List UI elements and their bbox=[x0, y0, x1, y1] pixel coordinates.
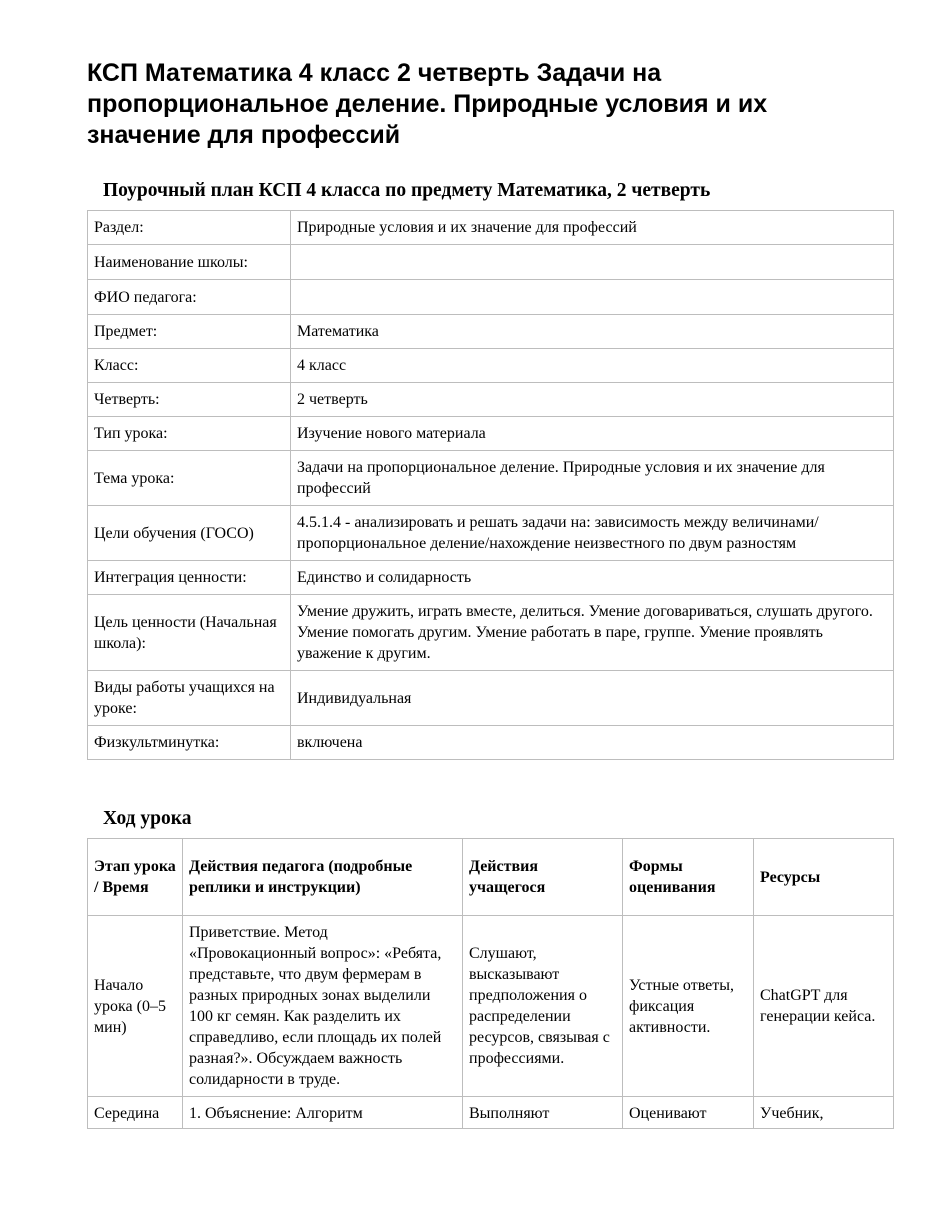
plan-label: Физкультминутка: bbox=[88, 726, 291, 760]
plan-label: Виды работы учащихся на уроке: bbox=[88, 671, 291, 726]
cell-stage: Середина bbox=[88, 1097, 183, 1129]
column-header-stage: Этап урока / Время bbox=[88, 839, 183, 916]
plan-value: 2 четверть bbox=[291, 383, 894, 417]
plan-value: Задачи на пропорциональное деление. Природные условия и их значение для профессий bbox=[291, 451, 894, 506]
lesson-heading: Ход урока bbox=[103, 808, 192, 829]
plan-value: Индивидуальная bbox=[291, 671, 894, 726]
plan-value: Умение дружить, играть вместе, делиться. Умение договариваться, слушать другого. Умение помогать другим. Умение работать в паре, группе. Умение проявлять уважение к другим. bbox=[291, 595, 894, 671]
column-header-student-actions: Действия учащегося bbox=[463, 839, 623, 916]
table-row bbox=[88, 506, 894, 561]
plan-label: Цель ценности (Начальная школа): bbox=[88, 595, 291, 671]
table-row bbox=[88, 671, 894, 726]
table-row bbox=[88, 349, 894, 383]
table-row bbox=[88, 1097, 894, 1129]
plan-value: 4 класс bbox=[291, 349, 894, 383]
plan-label: Четверть: bbox=[88, 383, 291, 417]
cell-student-actions: Слушают, высказывают предположения о распределении ресурсов, связывая с профессиями. bbox=[463, 916, 623, 1097]
plan-value: включена bbox=[291, 726, 894, 760]
column-header-assessment: Формы оценивания bbox=[623, 839, 754, 916]
plan-value: Изучение нового материала bbox=[291, 417, 894, 451]
plan-value: 4.5.1.4 - анализировать и решать задачи на: зависимость между величинами/ пропорциональное деление/нахождение неизвестного по двум разностям bbox=[291, 506, 894, 561]
cell-teacher-actions: Приветствие. Метод «Провокационный вопрос»: «Ребята, представьте, что двум фермерам в разных природных зонах выделили 100 кг семян. Как разделить их справедливо, если площадь их полей разная?». Обсуждаем важность солидарности в труде. bbox=[183, 916, 463, 1097]
table-row bbox=[88, 211, 894, 245]
cell-resources: Учебник, bbox=[754, 1097, 894, 1129]
cell-assessment: Оценивают bbox=[623, 1097, 754, 1129]
cell-teacher-actions: 1. Объяснение: Алгоритм bbox=[183, 1097, 463, 1129]
cell-resources: ChatGPT для генерации кейса. bbox=[754, 916, 894, 1097]
cell-stage: Начало урока (0–5 мин) bbox=[88, 916, 183, 1097]
plan-label: Интеграция ценности: bbox=[88, 561, 291, 595]
plan-label: Предмет: bbox=[88, 315, 291, 349]
plan-label: Класс: bbox=[88, 349, 291, 383]
table-row bbox=[88, 916, 894, 1097]
plan-label: Тип урока: bbox=[88, 417, 291, 451]
table-row bbox=[88, 595, 894, 671]
plan-value: Единство и солидарность bbox=[291, 561, 894, 595]
cell-student-actions: Выполняют bbox=[463, 1097, 623, 1129]
plan-value: Природные условия и их значение для профессий bbox=[291, 211, 894, 245]
document-title: КСП Математика 4 класс 2 четверть Задачи на пропорциональное деление. Природные условия и их значение для профессий bbox=[87, 59, 768, 149]
lesson-table bbox=[87, 838, 894, 1129]
plan-label: Раздел: bbox=[88, 211, 291, 245]
table-row bbox=[88, 383, 894, 417]
plan-label: Тема урока: bbox=[88, 451, 291, 506]
table-row bbox=[88, 245, 894, 280]
column-header-resources: Ресурсы bbox=[754, 839, 894, 916]
table-row bbox=[88, 280, 894, 315]
table-row bbox=[88, 315, 894, 349]
table-row bbox=[88, 451, 894, 506]
cell-assessment: Устные ответы, фиксация активности. bbox=[623, 916, 754, 1097]
plan-heading: Поурочный план КСП 4 класса по предмету Математика, 2 четверть bbox=[103, 180, 711, 201]
plan-value bbox=[291, 280, 894, 315]
plan-label: ФИО педагога: bbox=[88, 280, 291, 315]
table-row bbox=[88, 417, 894, 451]
column-header-teacher-actions: Действия педагога (подробные реплики и инструкции) bbox=[183, 839, 463, 916]
plan-label: Наименование школы: bbox=[88, 245, 291, 280]
table-header-row bbox=[88, 839, 894, 916]
table-row bbox=[88, 561, 894, 595]
plan-value: Математика bbox=[291, 315, 894, 349]
plan-value bbox=[291, 245, 894, 280]
table-row bbox=[88, 726, 894, 760]
plan-table bbox=[87, 210, 894, 760]
plan-label: Цели обучения (ГОСО) bbox=[88, 506, 291, 561]
